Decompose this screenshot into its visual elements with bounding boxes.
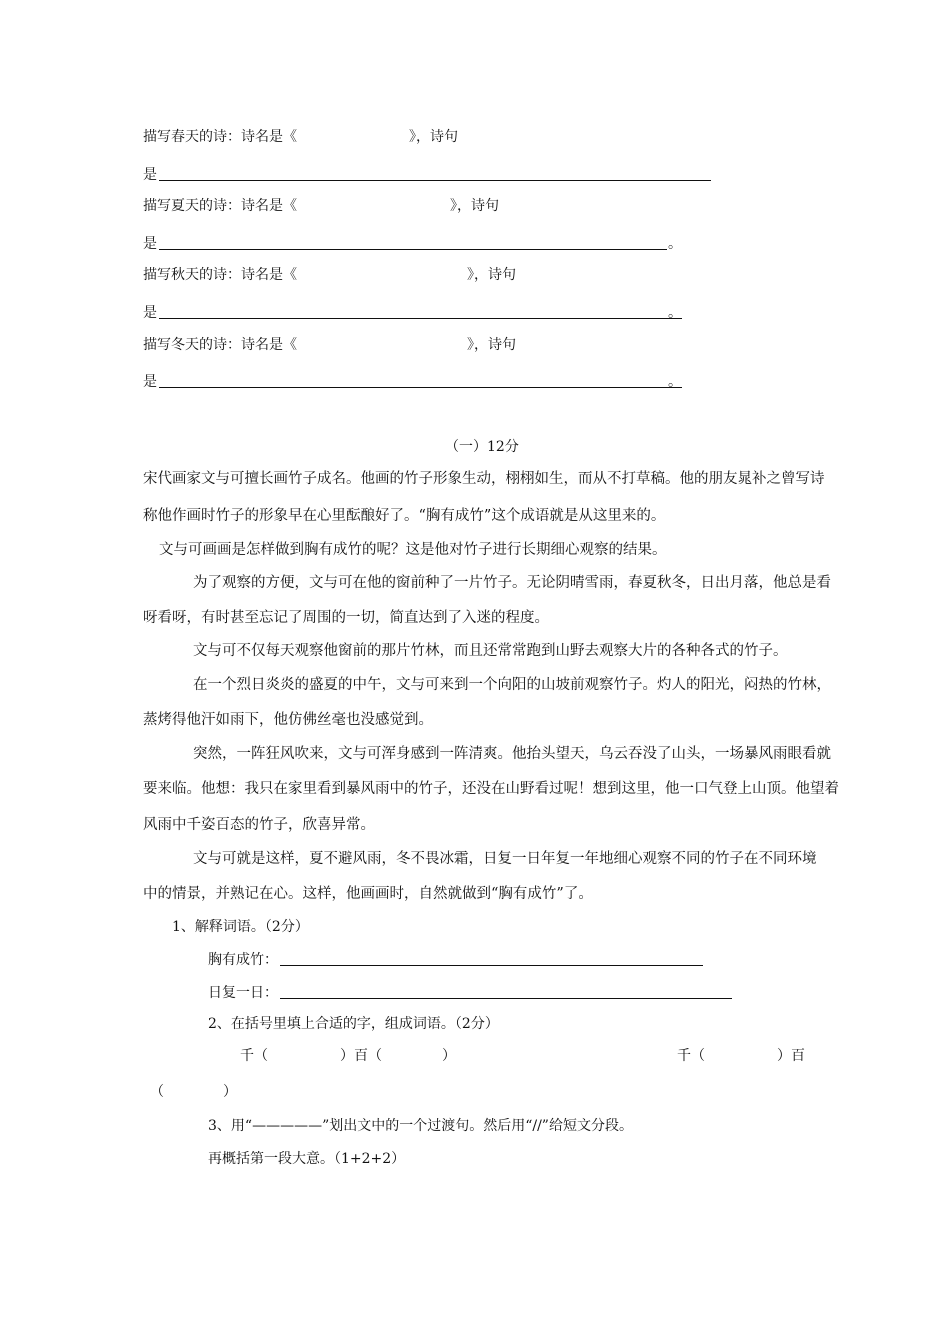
poem-winter-answer-line[interactable] — [159, 387, 682, 388]
poem-autumn-period: 。 — [668, 305, 682, 321]
passage-line: 突然，一阵狂风吹来，文与可浑身感到一阵清爽。他抬头望天，乌云吞没了山头，一场暴风雨眼看就 — [193, 746, 831, 762]
poem-autumn-prompt: 描写秋天的诗：诗名是《 》，诗句 — [143, 267, 516, 283]
poem-autumn-line-label: 是 — [143, 305, 157, 321]
passage-line: 文与可不仅每天观察他窗前的那片竹林，而且还常常跑到山野去观察大片的各种各式的竹子。 — [193, 643, 788, 659]
q2-idiom-a-close: ） — [442, 1048, 456, 1064]
passage-line: 在一个烈日炎炎的盛夏的中午，文与可来到一个向阳的山坡前观察竹子。灼人的阳光，闷热的竹林， — [193, 677, 831, 693]
passage-line: 要来临。他想：我只在家里看到暴风雨中的竹子，还没在山野看过呢！想到这里，他一口气登上山顶。他望着 — [143, 781, 839, 797]
passage-line: 风雨中千姿百态的竹子，欣喜异常。 — [143, 817, 375, 833]
passage-line: 文与可就是这样，夏不避风雨，冬不畏冰霜，日复一日年复一年地细心观察不同的竹子在不同环境 — [193, 851, 817, 867]
q2-idiom-a-open: 千（ — [240, 1048, 268, 1064]
question-2-title: 2、在括号里填上合适的字，组成词语。（2分） — [208, 1016, 499, 1032]
poem-spring-answer-line[interactable] — [159, 180, 711, 181]
poem-summer-answer-line[interactable] — [159, 249, 667, 250]
q2-idiom-a-mid: ）百（ — [340, 1048, 382, 1064]
q1-term-2-answer-line[interactable] — [280, 998, 732, 999]
poem-autumn-answer-line[interactable] — [159, 318, 682, 319]
passage-line: 文与可画画是怎样做到胸有成竹的呢？这是他对竹子进行长期细心观察的结果。 — [159, 542, 667, 558]
passage-line: 称他作画时竹子的形象早在心里酝酿好了。“胸有成竹”这个成语就是从这里来的。 — [143, 508, 666, 524]
question-3-line-1: 3、用“—————”划出文中的一个过渡句。然后用“//”给短文分段。 — [208, 1118, 633, 1134]
poem-spring-prompt: 描写春天的诗：诗名是《 》，诗句 — [143, 129, 458, 145]
poem-winter-prompt: 描写冬天的诗：诗名是《 》，诗句 — [143, 337, 516, 353]
poem-summer-period: 。 — [668, 236, 682, 252]
question-1-title: 1、解释词语。（2分） — [172, 919, 309, 935]
q2-idiom-b-mid: ）百 — [777, 1048, 805, 1064]
poem-summer-line-label: 是 — [143, 236, 157, 252]
passage-line: 为了观察的方便，文与可在他的窗前种了一片竹子。无论阴晴雪雨，春夏秋冬，日出月落，他总是看 — [193, 575, 831, 591]
section-title: （一）12分 — [445, 439, 519, 455]
poem-winter-period: 。 — [668, 374, 682, 390]
q1-term-1: 胸有成竹： — [208, 952, 278, 968]
question-3-line-2: 再概括第一段大意。（1+2+2） — [208, 1151, 406, 1167]
poem-winter-line-label: 是 — [143, 374, 157, 390]
passage-line: 中的情景，并熟记在心。这样，他画画时，自然就做到“胸有成竹”了。 — [143, 886, 593, 902]
q1-term-1-answer-line[interactable] — [280, 965, 703, 966]
passage-line: 呀看呀，有时甚至忘记了周围的一切，简直达到了入迷的程度。 — [143, 610, 549, 626]
q2-idiom-b-open-2: （ — [150, 1084, 164, 1100]
q2-idiom-b-close: ） — [223, 1084, 237, 1100]
poem-spring-line-label: 是 — [143, 167, 157, 183]
q1-term-2: 日复一日： — [208, 985, 278, 1001]
passage-line: 蒸烤得他汗如雨下，他仿佛丝毫也没感觉到。 — [143, 712, 433, 728]
q2-idiom-b-open: 千（ — [677, 1048, 705, 1064]
passage-line: 宋代画家文与可擅长画竹子成名。他画的竹子形象生动，栩栩如生，而从不打草稿。他的朋友晁补之曾写诗 — [143, 471, 825, 487]
poem-summer-prompt: 描写夏天的诗：诗名是《 》，诗句 — [143, 198, 499, 214]
